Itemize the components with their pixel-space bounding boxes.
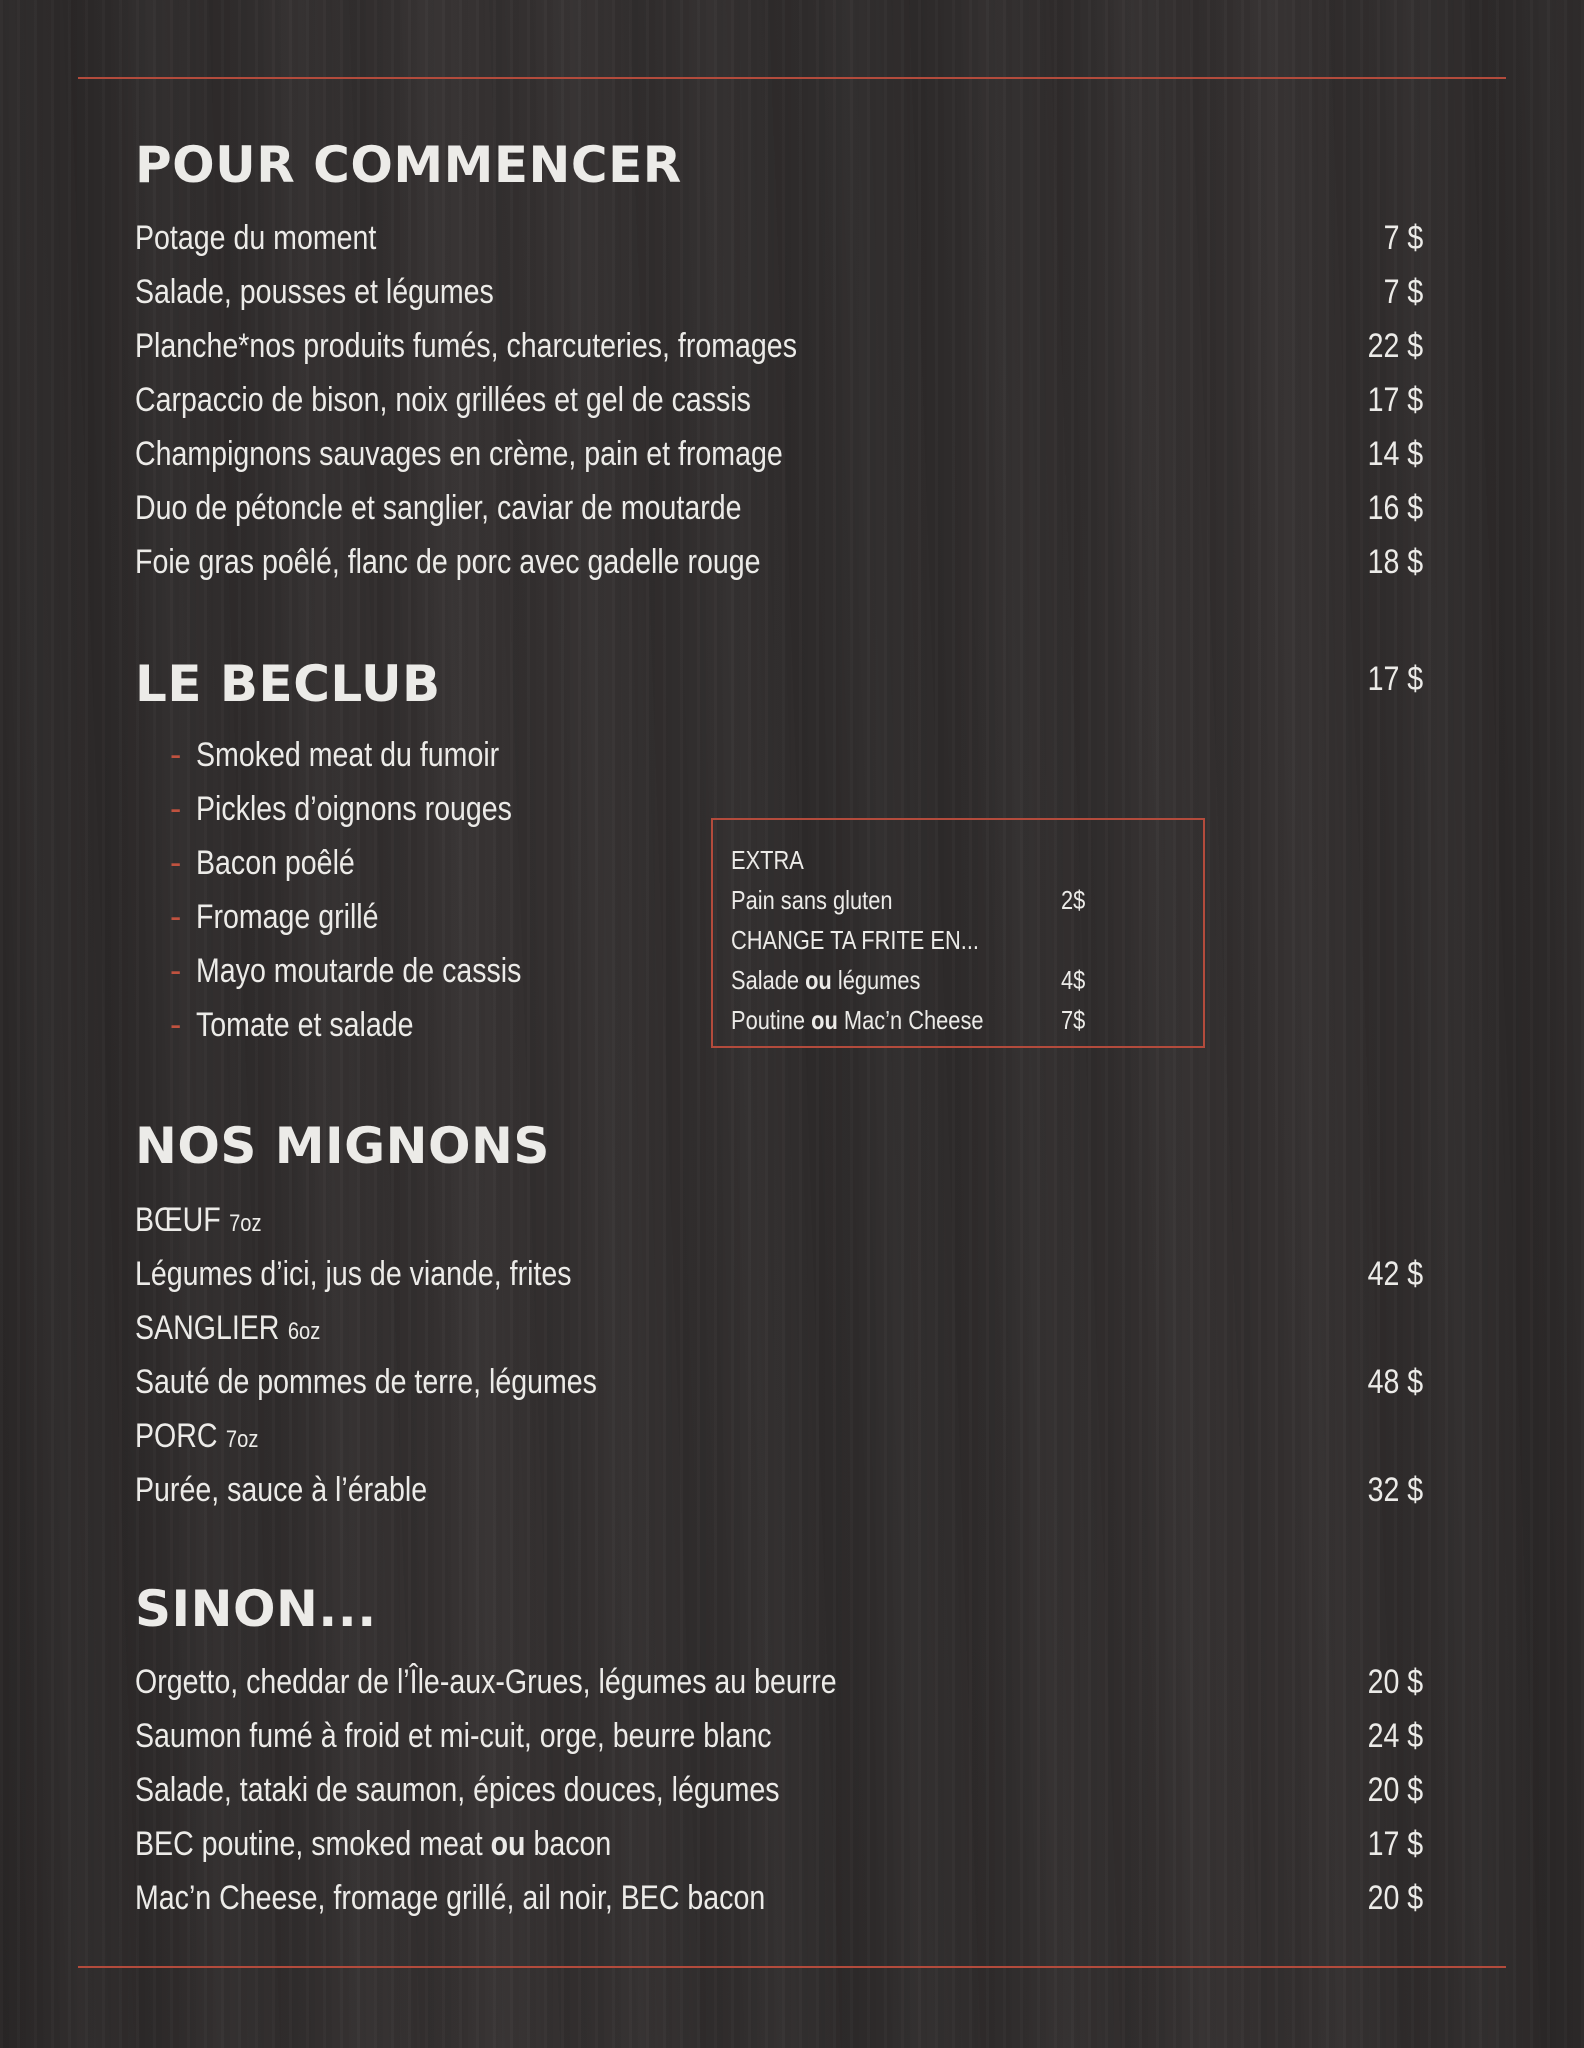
menu-item [135,1763,1423,1817]
menu-item [135,265,1423,319]
extra-heading-text: EXTRA [731,844,804,875]
item-price: 16 $ [1367,488,1423,527]
menu-item [135,1655,1423,1709]
ingredient: Smoked meat du fumoir [196,735,500,774]
item-price: 22 $ [1367,326,1423,365]
beclub-price: 17 $ [1367,660,1423,698]
item-price: 42 $ [1367,1254,1423,1293]
extra-option-label [731,965,920,996]
menu-item [135,1871,1423,1925]
ingredient: Fromage grillé [196,897,379,936]
extra-option-label [731,1005,984,1036]
menu-item [135,1463,1423,1517]
item-price: 14 $ [1367,434,1423,473]
dash-bullet: - [170,1005,182,1044]
extra-option-price: 4$ [1061,964,1086,995]
menu-item [135,211,1423,265]
menu-item [135,319,1423,373]
cut-name: BŒUF [135,1200,221,1239]
dash-bullet: - [170,843,182,882]
dash-bullet: - [170,951,182,990]
list-item [170,998,583,1052]
dash-bullet: - [170,789,182,828]
list-item [170,836,583,890]
extra-option [731,1000,1203,1040]
option-text: Mac’n Cheese [843,1004,984,1035]
item-name: Carpaccio de bison, noix grillées et gel de cassis [135,380,751,419]
item-name: Planche*nos produits fumés, charcuteries, fromages [135,326,797,365]
item-price: 20 $ [1367,1662,1423,1701]
bottom-divider [78,1966,1506,1968]
dash-bullet: - [170,735,182,774]
extra-subheading-text: CHANGE TA FRITE EN... [731,924,979,955]
section-title-starters: POUR COMMENCER [135,136,682,194]
item-name: Purée, sauce à l’érable [135,1470,428,1509]
extra-heading [731,840,1203,880]
top-divider [78,77,1506,79]
dash-bullet: - [170,897,182,936]
item-name-or: ou [490,1824,526,1863]
item-name: Légumes d’ici, jus de viande, frites [135,1254,572,1293]
menu-item [135,373,1423,427]
ingredient: Bacon poêlé [196,843,355,882]
ingredient: Mayo moutarde de cassis [196,951,522,990]
item-name: Champignons sauvages en crème, pain et fromage [135,434,783,473]
list-item [170,728,583,782]
cut-name: PORC [135,1416,218,1455]
cut-heading [135,1409,282,1463]
cut-heading [135,1193,286,1247]
menu-item [135,1247,1423,1301]
item-price: 17 $ [1367,380,1423,419]
item-price: 48 $ [1367,1362,1423,1401]
item-name: Saumon fumé à froid et mi-cuit, orge, beurre blanc [135,1716,772,1755]
ingredient: Pickles d’oignons rouges [196,789,512,828]
item-name [135,1825,611,1864]
cut-weight: 6oz [287,1317,321,1345]
item-price: 20 $ [1367,1770,1423,1809]
item-name: Mac’n Cheese, fromage grillé, ail noir, BEC bacon [135,1878,766,1917]
cut-weight: 7oz [225,1425,259,1453]
list-item [170,782,583,836]
item-price: 24 $ [1367,1716,1423,1755]
extra-option-label: Pain sans gluten [731,884,893,915]
item-name: Foie gras poêlé, flanc de porc avec gadelle rouge [135,542,761,581]
section-title-mignons: NOS MIGNONS [135,1117,550,1175]
item-name: Sauté de pommes de terre, légumes [135,1362,597,1401]
item-price: 18 $ [1367,542,1423,581]
cut-name: SANGLIER [135,1308,280,1347]
item-price: 7 $ [1383,218,1423,257]
extra-option [731,880,1203,920]
extra-option-price: 2$ [1061,884,1086,915]
option-text: légumes [837,964,921,995]
list-item [170,944,583,998]
item-price: 17 $ [1367,1824,1423,1863]
option-or: ou [811,1004,838,1035]
extra-subheading [731,920,1203,960]
item-name: Duo de pétoncle et sanglier, caviar de moutarde [135,488,742,527]
item-name: Orgetto, cheddar de l’Île-aux-Grues, légumes au beurre [135,1662,837,1701]
option-text: Salade [731,964,800,995]
item-price: 20 $ [1367,1878,1423,1917]
menu-item [135,1709,1423,1763]
item-name: Potage du moment [135,218,377,257]
cut-weight: 7oz [229,1209,262,1237]
menu-item [135,1817,1423,1871]
list-item [170,890,583,944]
item-price: 32 $ [1367,1470,1423,1509]
menu-item [135,481,1423,535]
item-name: Salade, pousses et légumes [135,272,494,311]
item-price: 7 $ [1383,272,1423,311]
section-title-sinon: SINON... [135,1580,377,1638]
extra-options-box [711,818,1205,1048]
section-title-beclub: LE BECLUB [135,655,441,713]
beclub-ingredient-list [170,728,583,1052]
item-name-part: bacon [533,1824,612,1863]
menu-item [135,1355,1423,1409]
menu-item [135,427,1423,481]
item-name-part: BEC poutine, smoked meat [135,1824,483,1863]
ingredient: Tomate et salade [196,1005,414,1044]
option-or: ou [805,964,832,995]
extra-option [731,960,1203,1000]
menu-item [135,535,1423,589]
item-name: Salade, tataki de saumon, épices douces, légumes [135,1770,780,1809]
extra-option-price: 7$ [1061,1004,1086,1035]
option-text: Poutine [731,1004,806,1035]
cut-heading [135,1301,356,1355]
